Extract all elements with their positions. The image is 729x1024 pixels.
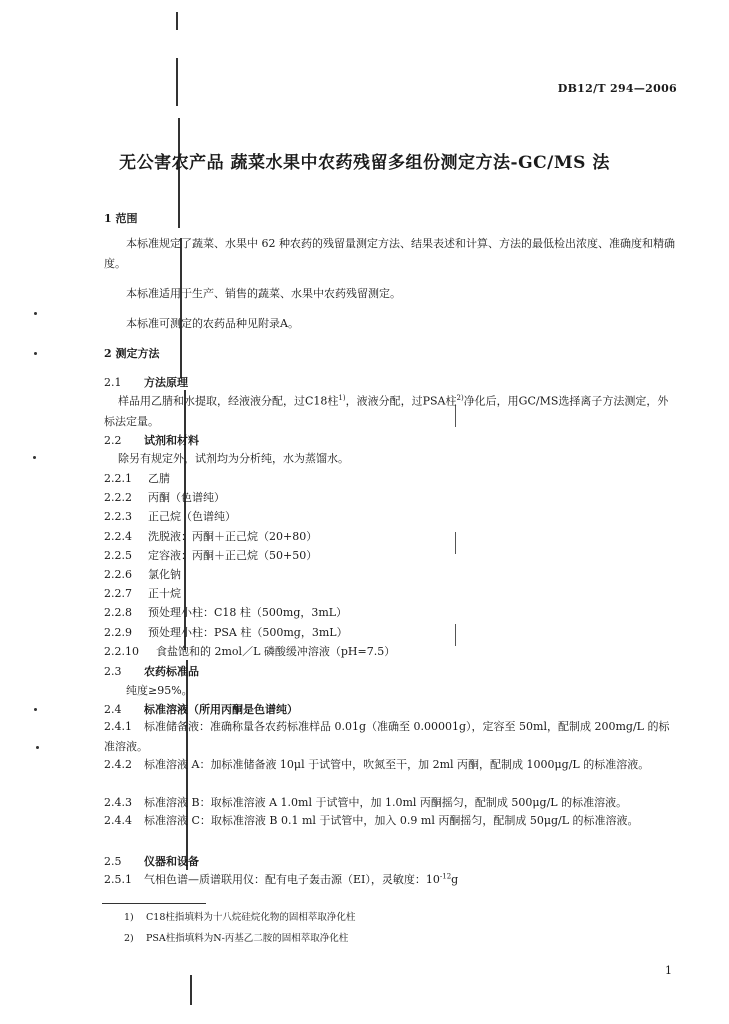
footnote: [124, 930, 348, 944]
scan-dot: [33, 456, 36, 459]
scan-line: [176, 58, 178, 106]
scan-dot: [34, 352, 37, 355]
footnote-text: PSA柱指填料为N-丙基乙二胺的固相萃取净化柱: [146, 933, 349, 944]
document-title: 无公害农产品 蔬菜水果中农药残留多组份测定方法-GC/MS 法: [119, 153, 610, 173]
section-2-2-heading: [104, 432, 199, 448]
scan-line: [190, 975, 192, 1005]
section-number: 2.5: [104, 855, 122, 868]
section-title: 试剂和材料: [144, 434, 199, 447]
purity-text: 纯度≥95%。: [126, 684, 193, 697]
section-number: 2.1: [104, 376, 122, 389]
item-number: 2.2.9: [104, 625, 132, 639]
scan-dot: [34, 708, 37, 711]
item-text: 气相色谱—质谱联用仪：配有电子轰击源（EI），灵敏度：10: [144, 873, 440, 886]
section-number: 2.4: [104, 703, 122, 716]
item-number: 2.4.2: [104, 758, 132, 771]
section-2-4-heading: [104, 701, 298, 717]
item-text: 正十烷: [148, 587, 181, 601]
standard-solution-item: [104, 793, 678, 813]
section-2-5-1-item: [104, 871, 458, 887]
scan-dot: [36, 746, 39, 749]
item-number: 2.4.1: [104, 720, 132, 733]
item-text: 丙酮（色谱纯）: [148, 491, 225, 505]
section-2-2-intro: 除另有规定外，试剂均为分析纯，水为蒸馏水。: [118, 452, 349, 465]
reagent-item: [104, 604, 347, 620]
section-2-5-heading: [104, 853, 199, 869]
item-number: 2.2.6: [104, 568, 132, 581]
item-number: 2.4.3: [104, 796, 132, 809]
reagent-item: [104, 508, 236, 524]
section-title: 农药标准品: [144, 665, 199, 678]
item-number: 2.2.1: [104, 472, 132, 485]
section-title: 仪器和设备: [144, 855, 199, 868]
item-number: 2.2.3: [104, 510, 132, 524]
standard-solution-item: [104, 755, 678, 775]
item-number: 2.4.4: [104, 814, 132, 827]
section-title: 方法原理: [144, 376, 188, 389]
reagent-item: [104, 528, 317, 544]
item-text: 标准溶液 A：加标准储备液 10μl 于试管中，吹氮至干，加 2ml 丙酮，配制成 1000μg/L 的标准溶液。: [144, 758, 650, 771]
reagent-item: [104, 489, 225, 505]
item-text: 预处理小柱：C18 柱（500mg，3mL）: [148, 606, 348, 620]
item-number: 2.2.8: [104, 606, 132, 620]
scan-mark: [455, 624, 456, 646]
standard-solution-item: [104, 811, 678, 831]
page-number: 1: [665, 964, 672, 977]
item-text: 正己烷（色谱纯）: [148, 510, 236, 524]
footnote-mark: 1): [124, 912, 134, 923]
section-1-paragraph-3: 本标准可测定的农药品种见附录A。: [126, 317, 299, 330]
unit: g: [451, 873, 459, 886]
item-number: 2.2.5: [104, 548, 132, 562]
standard-solution-item: [104, 717, 678, 757]
item-text: 氯化钠: [148, 568, 181, 581]
scan-dot: [34, 312, 37, 315]
item-text: 定容液：丙酮＋正己烷（50+50）: [148, 548, 318, 562]
section-number: 2.3: [104, 665, 122, 678]
section-2-heading: 2 测定方法: [104, 347, 160, 360]
section-2-1-paragraph: 样品用乙腈和水提取，经液液分配，过C18柱$^{1)}$，液液分配，过PSA柱$^{2)}$净化后，用GC/MS选择离子方法测定，外标法定量。: [104, 394, 669, 428]
footnote-text: C18柱指填料为十八烷硅烷化物的固相萃取净化柱: [146, 912, 356, 923]
scan-mark: [455, 532, 456, 554]
reagent-item: [104, 566, 181, 582]
item-text: 乙腈: [148, 472, 170, 485]
reagent-item: [104, 624, 348, 640]
footnote-mark: 2): [124, 933, 134, 944]
section-title: 标准溶液（所用丙酮是色谱纯）: [144, 703, 298, 716]
item-text: 预处理小柱：PSA 柱（500mg，3mL）: [148, 625, 348, 639]
item-text: 洗脱液：丙酮＋正己烷（20+80）: [148, 529, 318, 543]
footnote-ref: 2): [456, 394, 464, 402]
section-1-paragraph-2: 本标准适用于生产、销售的蔬菜、水果中农药残留测定。: [126, 287, 401, 300]
scan-line: [176, 12, 178, 30]
reagent-item: [104, 643, 395, 659]
section-number: 2.2: [104, 434, 122, 447]
standard-code: DB12/T 294—2006: [557, 82, 677, 95]
footnote: [124, 909, 355, 923]
footnote-rule: [102, 903, 206, 904]
item-number: 2.2.2: [104, 491, 132, 505]
item-text: 食盐饱和的 2mol／L 磷酸缓冲溶液（pH=7.5）: [156, 644, 396, 658]
item-text: 标准溶液 B：取标准溶液 A 1.0ml 于试管中，加 1.0ml 丙酮摇匀，配制成 500μg/L 的标准溶液。: [144, 796, 628, 809]
item-number: 2.2.7: [104, 587, 132, 601]
section-1-heading: 1 范围: [104, 212, 138, 225]
item-text: 标准储备液：准确称量各农药标准样品 0.01g（准确至 0.00001g），定容至 50ml，配制成 200mg/L 的标准溶液。: [104, 720, 670, 753]
section-2-3-heading: [104, 663, 199, 679]
item-number: 2.5.1: [104, 873, 132, 886]
item-text: 标准溶液 C：取标准溶液 B 0.1 ml 于试管中，加入 0.9 ml 丙酮摇匀，配制成 50μg/L 的标准溶液。: [144, 814, 639, 827]
exponent: -12: [439, 872, 452, 881]
item-number: 2.2.4: [104, 529, 132, 543]
item-number: 2.2.10: [104, 644, 139, 658]
footnote-ref: 1): [338, 394, 346, 402]
scan-line: [178, 118, 180, 228]
reagent-item: [104, 470, 170, 486]
reagent-item: [104, 547, 317, 563]
reagent-item: [104, 585, 181, 601]
section-1-paragraph-1: 本标准规定了蔬菜、水果中 62 种农药的残留量测定方法、结果表述和计算、方法的最低检出浓度、准确度和精确度。: [104, 237, 675, 270]
